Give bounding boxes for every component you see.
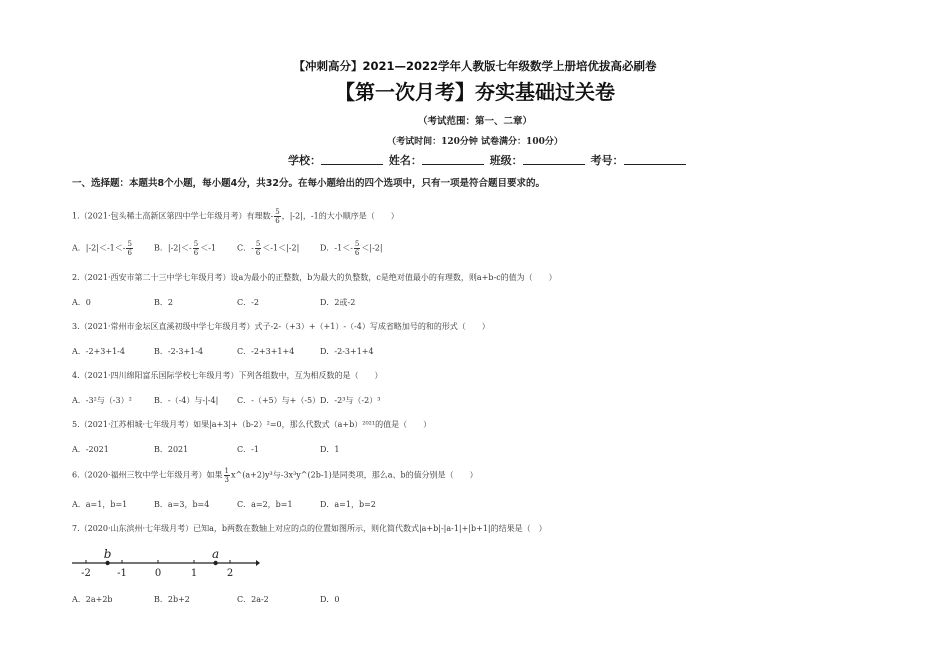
q5-option-c[interactable]: C．-1 xyxy=(237,445,259,454)
school-blank[interactable] xyxy=(321,154,383,165)
frac-den: 6 xyxy=(193,249,199,257)
q1-option-c[interactable] xyxy=(237,240,299,257)
opt-text-b: ＜-1＜|-2| xyxy=(262,243,300,253)
arrow-right-icon xyxy=(256,560,260,566)
q2-option-d[interactable]: D．2或-2 xyxy=(320,298,356,307)
q7-option-d[interactable]: D．0 xyxy=(320,595,340,604)
frac-num: 5 xyxy=(193,240,199,248)
q1-option-b[interactable] xyxy=(154,240,216,257)
q3-option-b[interactable]: B．-2-3+1-4 xyxy=(154,347,204,356)
student-info-line xyxy=(288,152,688,168)
opt-fraction xyxy=(255,240,261,257)
number-line-tick-label: 1 xyxy=(190,568,198,579)
frac-num: 5 xyxy=(255,240,261,248)
q7-option-b[interactable]: B．2b+2 xyxy=(154,595,190,604)
q5-option-a[interactable]: A．-2021 xyxy=(72,445,109,454)
exam-scope: （考试范围：第一、二章） xyxy=(417,116,532,127)
q1-option-d[interactable] xyxy=(320,240,383,257)
q6-option-a[interactable]: A．a=1，b=1 xyxy=(72,500,128,509)
name-blank[interactable] xyxy=(422,154,484,165)
q6-option-c[interactable]: C．a=2，b=1 xyxy=(237,500,293,509)
opt-text: C．- xyxy=(237,243,254,253)
opt-text: A．|-2|＜-1＜- xyxy=(72,243,126,253)
number-line-point-a xyxy=(213,561,217,565)
question-3-stem: 3.（2021·常州市金坛区直溪初级中学七年级月考）式子-2-（+3）+（+1）-（-4）写成省略加号的和的形式（ ） xyxy=(72,322,490,331)
q4-option-c[interactable]: C．-（+5）与+（-5） xyxy=(237,396,321,405)
number-line-point-label: b xyxy=(103,548,112,561)
q5-option-b[interactable]: B．2021 xyxy=(154,445,189,454)
frac-num: 5 xyxy=(354,240,360,248)
q1-fraction xyxy=(274,208,280,225)
number-line-tick-label: -1 xyxy=(117,568,127,579)
q6-stem-part-b: x^(a+2)y³与-3x³y^(2b-1)是同类项，那么a、b的值分别是（ ） xyxy=(231,470,478,480)
number-line-figure xyxy=(70,548,260,580)
q1-option-a[interactable] xyxy=(72,240,134,257)
frac-den: 6 xyxy=(255,249,261,257)
question-4-stem: 4.（2021·四川绵阳富乐国际学校七年级月考）下列各组数中，互为相反数的是（ ） xyxy=(72,371,383,380)
frac-den: 6 xyxy=(354,249,360,257)
exam-title: 【第一次月考】夯实基础过关卷 xyxy=(335,80,615,104)
name-label: 姓名： xyxy=(388,154,422,167)
number-line-tick-label: -2 xyxy=(81,568,91,579)
q3-option-c[interactable]: C．-2+3+1+4 xyxy=(237,347,295,356)
question-2-stem: 2.（2021·西安市第二十三中学七年级月考）设a为最小的正整数，b为最大的负整数，c是绝对值最小的有理数，则a+b-c的值为（ ） xyxy=(72,273,557,282)
school-label: 学校： xyxy=(288,154,321,167)
frac-num: 1 xyxy=(224,467,230,475)
frac-den: 6 xyxy=(275,217,280,225)
question-5-stem: 5.（2021·江苏相城·七年级月考）如果|a+3|+（b-2）²=0，那么代数式（a+b）²⁰²¹的值是（ ） xyxy=(72,420,432,429)
opt-fraction xyxy=(354,240,360,257)
question-1-stem xyxy=(72,208,399,225)
q2-option-a[interactable]: A．0 xyxy=(72,298,91,307)
section-heading: 一、选择题：本题共8个小题，每小题4分，共32分。在每小题给出的四个选项中，只有一项是符合题目要求的。 xyxy=(72,178,545,189)
q6-option-d[interactable]: D．a=1，b=2 xyxy=(320,500,376,509)
opt-text: B．|-2|＜- xyxy=(154,243,192,253)
number-line-tick-label: 2 xyxy=(226,568,234,579)
q3-option-d[interactable]: D．-2-3+1+4 xyxy=(320,347,374,356)
q2-option-c[interactable]: C．-2 xyxy=(237,298,259,307)
q3-option-a[interactable]: A．-2+3+1-4 xyxy=(72,347,125,356)
q2-option-b[interactable]: B．2 xyxy=(154,298,173,307)
q5-option-d[interactable]: D．1 xyxy=(320,445,340,454)
q6-fraction xyxy=(224,467,230,484)
number-line-point-label: a xyxy=(212,548,220,561)
opt-fraction xyxy=(193,240,199,257)
exam-no-label: 考号： xyxy=(590,154,624,167)
q1-stem-part-b: ，|-2|，-1的大小顺序是（ ） xyxy=(281,211,399,221)
q6-option-b[interactable]: B．a=3，b=4 xyxy=(154,500,210,509)
number-line-point-b xyxy=(105,561,109,565)
frac-den: 3 xyxy=(224,476,230,484)
q1-stem-part-a: 1.（2021·包头稀土高新区第四中学七年级月考）有理数- xyxy=(72,211,274,221)
class-blank[interactable] xyxy=(523,154,585,165)
exam-time-info: （考试时间：120分钟 试卷满分：100分） xyxy=(387,137,563,147)
opt-text-b: ＜|-2| xyxy=(361,243,383,253)
opt-text-b: ＜-1 xyxy=(200,243,217,253)
number-line-tick-label: 0 xyxy=(154,568,162,579)
exam-series-title: 【冲刺高分】2021—2022学年人教版七年级数学上册培优拔高必刷卷 xyxy=(293,59,657,73)
q4-option-b[interactable]: B．-（-4）与-|-4| xyxy=(154,396,219,405)
opt-text: D．-1＜- xyxy=(320,243,353,253)
frac-num: 5 xyxy=(275,208,280,216)
q7-option-a[interactable]: A．2a+2b xyxy=(72,595,113,604)
opt-fraction xyxy=(126,240,132,257)
q4-option-a[interactable]: A．-3²与（-3）² xyxy=(72,396,132,405)
q7-option-c[interactable]: C．2a-2 xyxy=(237,595,269,604)
q6-stem-part-a: 6.（2020·福州三牧中学七年级月考）如果 xyxy=(72,470,223,480)
q4-option-d[interactable]: D．-2³与（-2）³ xyxy=(320,396,381,405)
class-label: 班级： xyxy=(489,154,523,167)
question-7-stem: 7.（2020·山东滨州·七年级月考）已知a，b两数在数轴上对应的点的位置如图所示，则化简代数式|a+b|-|a-1|+|b+1|的结果是（ ） xyxy=(72,524,547,533)
frac-den: 6 xyxy=(127,249,132,257)
exam-no-blank[interactable] xyxy=(624,154,686,165)
question-6-stem xyxy=(72,467,478,484)
frac-num: 5 xyxy=(127,240,132,248)
